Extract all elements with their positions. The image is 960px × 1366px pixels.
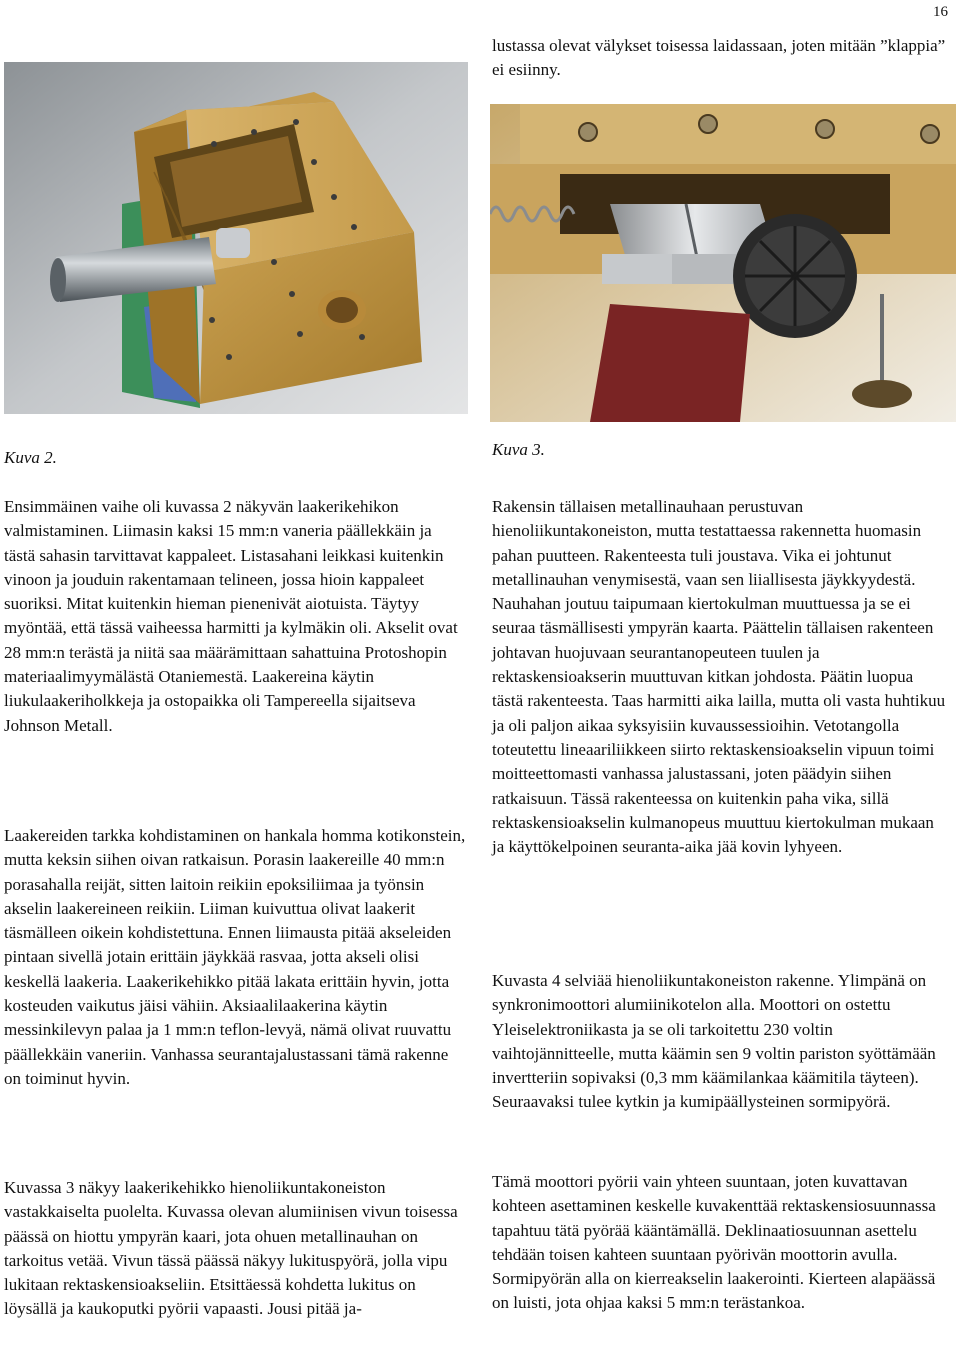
intro-text: lustassa olevat välykset toisessa laidassaan, joten mitään ”klappia” ei esiinny. (492, 36, 946, 80)
figure-3-photo (490, 104, 956, 422)
figure-3-caption: Kuva 3. (492, 440, 545, 459)
left-paragraph-1: Ensimmäinen vaihe oli kuvassa 2 näkyvän laakerikehikon valmistaminen. Liimasin kaksi 15 mm:n vaneria päällekkäin ja tästä sahasin tarvittavat kappaleet. Listasahani leikkasi kuitenkin vinoon ja jouduin rakentamaan telineen, jossa hioin kappaleet suoriksi. Mitat kuitenkin hieman pienenivät aiotuista. Täytyy myöntää, että tässä vaiheessa harmitti ja kylmäkin oli. Akselit ovat 28 mm:n terästä ja niitä saa määrämittaan sahattuina Protoshopin materiaalimyymälästä Otaniemestä. Laakereina käytin liukulaakeriholkkeja ja ostopaikka oli Tampereella sijaitseva Johnson Metall. (4, 497, 458, 735)
left-paragraph-3: Kuvassa 3 näkyy laakerikehikko hienoliikuntakoneiston vastakkaiselta puolelta. Kuvassa olevan alumiinisen vivun toisessa päässä on hiottu ympyrän kaari, jota ohuen metallinauhan on tarkoitus vetää. Vivun tässä päässä näkyy lukituspyörä, jolla vipu lukitaan rektaskensioakseliin. Etsittäessä kohdetta lukitus on löysällä ja kaukoputki pyörii vapaasti. Jousi pitää ja- (4, 1178, 458, 1319)
figure-2-photo (4, 62, 468, 414)
right-paragraph-3: Tämä moottori pyörii vain yhteen suuntaan, joten kuvattavan kohteen asettaminen keskelle kuvakenttää rektaskensiosuunnassa tapahtuu tätä pyörää kääntämällä. Deklinaatiosuunnan asettelu tehdään toisen kahteen suuntaan pyörivän moottorin avulla. Sormipyörän alla on kierreakselin laakerointi. Kierteen alapäässä on luisti, jota ohjaa kaksi 5 mm:n terästankoa. (492, 1172, 936, 1313)
right-paragraph-1: Rakensin tällaisen metallinauhaan perustuvan hienoliikuntakoneiston, mutta testattaessa rakennetta huomasin pahan puutteen. Rakenteesta tuli joustava. Vika ei johtunut metallinauhan venymisestä, vaan sen liiallisesta jäykkyydestä. Nauhahan joutuu taipumaan kiertokulman muuttuessa ja se ei seuraa täsmällisesti ympyrän kaarta. Päättelin tällaisen rakenteen johtavan huojuvaan seurantanopeuteen tuulen ja rektaskensioakserin muuttuvan kitkan johdosta. Päätin luopua tästä rakenteesta. Taas harmitti aika lailla, mutta oli vasta huhtikuu ja oli paljon aikaa syksyisiin kuvaussessioihin. Vetotangolla toteutettu lineaariliikkeen siirto rektaskensioakselin vipuun toimi moitteettomasti vanhassa jalustassani, joten päädyin siihen ratkaisuun. Tässä rakenteessa on kuitenkin paha vika, sillä rektaskensioakselin kulmanopeus muuttuu kiertokulman mukaan ja käyttökelpoinen seuranta-aika jää kovin lyhyeen. (492, 497, 946, 857)
right-paragraph-2: Kuvasta 4 selviää hienoliikuntakoneiston rakenne. Ylimpänä on synkronimoottori alumiinikotelon alla. Moottori on ostettu Yleiselektroniikasta ja se oli tarkoitettu 230 voltin vaihtojännitteelle, mutta käämin sen 9 voltin pariston syöttämään invertteriin sopivaksi (0,3 mm käämilankaa käämitila täyteen). Seuraavaksi tulee kytkin ja kumipäällysteinen sormipyörä. (492, 971, 936, 1112)
page-number: 16 (933, 4, 948, 20)
left-paragraph-2: Laakereiden tarkka kohdistaminen on hankala homma kotikonstein, mutta keksin siihen oivan ratkaisun. Porasin laakereille 40 mm:n porasahalla reijät, sitten laitoin reikiin epoksiliimaa ja työnsin akselin laakereineen reikiin. Liiman kuivuttua olivat laakerit täsmälleen oikein kohdistettuna. Ennen liimausta pitää akseleiden pintaan sivellä jotain erittäin jäykkää rasvaa, jotta akseli olisi keskellä laakeria. Laakerikehikko pitää lakata erittäin hyvin, jotta kosteuden vaikutus jäisi vähiin. Aksiaalilaakerina käytin messinkilevyn palaa ja 1 mm:n teflon-levyä, nämä olivat ruuvattu päällekkäin vaneriin. Vanhassa seurantajalustassani tämä rakenne on toiminut hyvin. (4, 826, 466, 1088)
figure-2-caption: Kuva 2. (4, 448, 57, 467)
